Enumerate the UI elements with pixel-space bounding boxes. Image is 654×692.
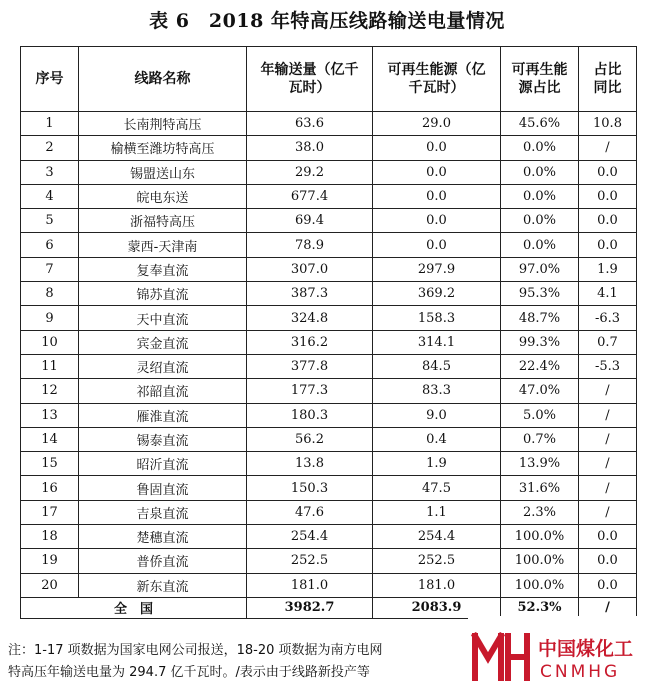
- row-annual: 69.4: [247, 209, 373, 233]
- row-annual: 316.2: [247, 330, 373, 354]
- logo-text-en: CNMHG: [540, 662, 621, 682]
- row-yoy: /: [579, 403, 637, 427]
- row-index: 18: [21, 525, 79, 549]
- row-annual: 677.4: [247, 184, 373, 208]
- row-ratio: 0.0%: [501, 160, 579, 184]
- row-annual: 180.3: [247, 403, 373, 427]
- row-line-name: 锦苏直流: [79, 282, 247, 306]
- row-annual: 254.4: [247, 525, 373, 549]
- row-renewable: 1.9: [373, 452, 501, 476]
- table-row: [21, 452, 637, 476]
- row-line-name: 灵绍直流: [79, 354, 247, 378]
- row-ratio: 0.0%: [501, 136, 579, 160]
- row-ratio: 100.0%: [501, 525, 579, 549]
- row-index: 19: [21, 549, 79, 573]
- row-line-name: 雁淮直流: [79, 403, 247, 427]
- row-line-name: 宾金直流: [79, 330, 247, 354]
- row-index: 20: [21, 573, 79, 597]
- row-yoy: 0.7: [579, 330, 637, 354]
- row-annual: 13.8: [247, 452, 373, 476]
- row-line-name: 浙福特高压: [79, 209, 247, 233]
- footnote-line-2: 特高压年输送电量为 294.7 亿千瓦时。/表示由于线路新投产等: [8, 665, 370, 680]
- row-ratio: 0.0%: [501, 184, 579, 208]
- table-row: [21, 379, 637, 403]
- table-row: [21, 184, 637, 208]
- row-annual: 63.6: [247, 112, 373, 136]
- row-yoy: 4.1: [579, 282, 637, 306]
- total-yoy: /: [579, 597, 637, 618]
- cnmhg-logo-icon: [470, 628, 532, 686]
- row-index: 12: [21, 379, 79, 403]
- row-line-name: 吉泉直流: [79, 500, 247, 524]
- row-line-name: 天中直流: [79, 306, 247, 330]
- row-line-name: 锡泰直流: [79, 427, 247, 451]
- table-row: [21, 549, 637, 573]
- row-ratio: 95.3%: [501, 282, 579, 306]
- row-renewable: 369.2: [373, 282, 501, 306]
- row-yoy: 10.8: [579, 112, 637, 136]
- table-row: [21, 403, 637, 427]
- header-index: 序号: [21, 47, 79, 112]
- header-annual-volume: 年输送量（亿千瓦时）: [247, 47, 373, 112]
- table-row: [21, 112, 637, 136]
- row-ratio: 31.6%: [501, 476, 579, 500]
- row-yoy: 0.0: [579, 184, 637, 208]
- header-renewable: 可再生能源（亿千瓦时）: [373, 47, 501, 112]
- row-ratio: 0.0%: [501, 233, 579, 257]
- row-yoy: /: [579, 500, 637, 524]
- row-yoy: 0.0: [579, 160, 637, 184]
- row-index: 14: [21, 427, 79, 451]
- row-renewable: 0.0: [373, 233, 501, 257]
- header-yoy: 占比同比: [579, 47, 637, 112]
- header-renewable-ratio: 可再生能源占比: [501, 47, 579, 112]
- row-renewable: 252.5: [373, 549, 501, 573]
- row-index: 8: [21, 282, 79, 306]
- table-row: [21, 209, 637, 233]
- row-ratio: 45.6%: [501, 112, 579, 136]
- row-ratio: 99.3%: [501, 330, 579, 354]
- row-index: 1: [21, 112, 79, 136]
- total-ratio: 52.3%: [501, 597, 579, 618]
- row-renewable: 254.4: [373, 525, 501, 549]
- row-renewable: 181.0: [373, 573, 501, 597]
- row-line-name: 榆横至潍坊特高压: [79, 136, 247, 160]
- table-row: [21, 354, 637, 378]
- row-yoy: /: [579, 476, 637, 500]
- row-ratio: 47.0%: [501, 379, 579, 403]
- row-ratio: 5.0%: [501, 403, 579, 427]
- total-annual: 3982.7: [247, 597, 373, 618]
- row-annual: 56.2: [247, 427, 373, 451]
- logo-text-cn: 中国煤化工: [538, 638, 634, 660]
- row-line-name: 普侨直流: [79, 549, 247, 573]
- row-renewable: 29.0: [373, 112, 501, 136]
- row-line-name: 新东直流: [79, 573, 247, 597]
- total-renewable: 2083.9: [373, 597, 501, 618]
- table-row: [21, 525, 637, 549]
- row-index: 9: [21, 306, 79, 330]
- row-index: 4: [21, 184, 79, 208]
- row-index: 7: [21, 257, 79, 281]
- row-line-name: 楚穗直流: [79, 525, 247, 549]
- row-renewable: 0.4: [373, 427, 501, 451]
- row-yoy: /: [579, 452, 637, 476]
- table-row: [21, 573, 637, 597]
- table-row: [21, 476, 637, 500]
- row-renewable: 1.1: [373, 500, 501, 524]
- row-line-name: 鲁固直流: [79, 476, 247, 500]
- row-renewable: 84.5: [373, 354, 501, 378]
- row-annual: 252.5: [247, 549, 373, 573]
- row-renewable: 83.3: [373, 379, 501, 403]
- row-renewable: 0.0: [373, 136, 501, 160]
- row-annual: 181.0: [247, 573, 373, 597]
- row-renewable: 158.3: [373, 306, 501, 330]
- row-annual: 307.0: [247, 257, 373, 281]
- row-renewable: 0.0: [373, 160, 501, 184]
- row-annual: 387.3: [247, 282, 373, 306]
- table-row: [21, 136, 637, 160]
- row-renewable: 314.1: [373, 330, 501, 354]
- row-line-name: 锡盟送山东: [79, 160, 247, 184]
- row-annual: 150.3: [247, 476, 373, 500]
- row-ratio: 22.4%: [501, 354, 579, 378]
- row-index: 13: [21, 403, 79, 427]
- footnote-line-1: 注：1-17 项数据为国家电网公司报送，18-20 项数据为南方电网: [8, 643, 383, 658]
- table-row: [21, 282, 637, 306]
- total-label: 全 国: [21, 597, 247, 618]
- row-line-name: 长南荆特高压: [79, 112, 247, 136]
- row-annual: 78.9: [247, 233, 373, 257]
- row-ratio: 97.0%: [501, 257, 579, 281]
- power-transmission-table: [20, 46, 637, 619]
- row-ratio: 100.0%: [501, 573, 579, 597]
- row-yoy: 0.0: [579, 549, 637, 573]
- row-line-name: 祁韶直流: [79, 379, 247, 403]
- row-renewable: 0.0: [373, 209, 501, 233]
- row-line-name: 昭沂直流: [79, 452, 247, 476]
- row-annual: 177.3: [247, 379, 373, 403]
- row-ratio: 48.7%: [501, 306, 579, 330]
- row-line-name: 蒙西-天津南: [79, 233, 247, 257]
- row-yoy: /: [579, 379, 637, 403]
- row-ratio: 0.7%: [501, 427, 579, 451]
- row-ratio: 2.3%: [501, 500, 579, 524]
- table-row: [21, 257, 637, 281]
- table-row: [21, 330, 637, 354]
- row-ratio: 0.0%: [501, 209, 579, 233]
- row-yoy: -5.3: [579, 354, 637, 378]
- row-yoy: /: [579, 427, 637, 451]
- row-ratio: 13.9%: [501, 452, 579, 476]
- row-line-name: 皖电东送: [79, 184, 247, 208]
- table-row: [21, 306, 637, 330]
- row-annual: 377.8: [247, 354, 373, 378]
- watermark-logo: [468, 616, 654, 692]
- row-index: 2: [21, 136, 79, 160]
- row-index: 10: [21, 330, 79, 354]
- row-renewable: 47.5: [373, 476, 501, 500]
- row-index: 15: [21, 452, 79, 476]
- row-index: 3: [21, 160, 79, 184]
- row-index: 11: [21, 354, 79, 378]
- row-index: 17: [21, 500, 79, 524]
- row-renewable: 297.9: [373, 257, 501, 281]
- row-index: 5: [21, 209, 79, 233]
- row-yoy: 0.0: [579, 209, 637, 233]
- row-yoy: 0.0: [579, 525, 637, 549]
- table-row: [21, 500, 637, 524]
- header-line-name: 线路名称: [79, 47, 247, 112]
- row-index: 16: [21, 476, 79, 500]
- row-yoy: /: [579, 136, 637, 160]
- row-line-name: 复奉直流: [79, 257, 247, 281]
- row-yoy: 0.0: [579, 573, 637, 597]
- row-renewable: 9.0: [373, 403, 501, 427]
- row-annual: 47.6: [247, 500, 373, 524]
- table-row: [21, 427, 637, 451]
- row-ratio: 100.0%: [501, 549, 579, 573]
- table-title: 表 6 2018 年特高压线路输送电量情况: [149, 10, 505, 32]
- row-yoy: 1.9: [579, 257, 637, 281]
- row-index: 6: [21, 233, 79, 257]
- header-row: [21, 47, 637, 112]
- table-row: [21, 160, 637, 184]
- row-annual: 324.8: [247, 306, 373, 330]
- row-annual: 29.2: [247, 160, 373, 184]
- row-yoy: -6.3: [579, 306, 637, 330]
- footnote: [8, 640, 478, 684]
- row-yoy: 0.0: [579, 233, 637, 257]
- table-row: [21, 233, 637, 257]
- row-annual: 38.0: [247, 136, 373, 160]
- row-renewable: 0.0: [373, 184, 501, 208]
